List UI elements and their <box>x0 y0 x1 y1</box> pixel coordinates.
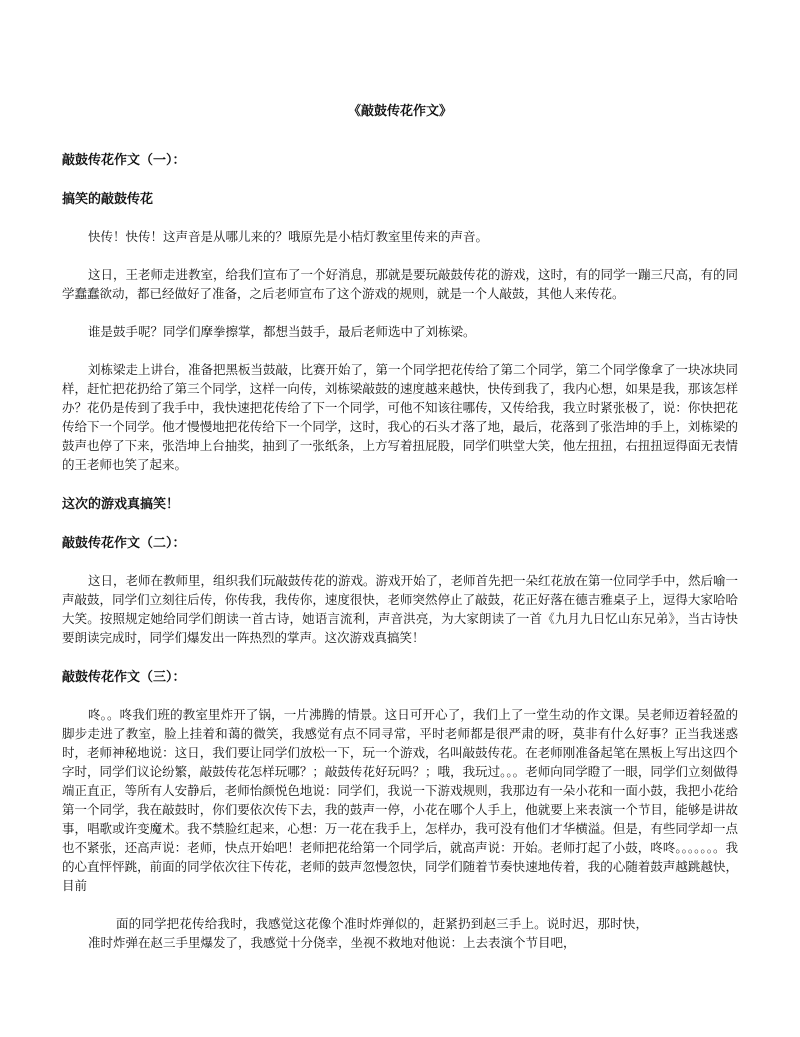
paragraph: 面的同学把花传给我时，我感觉这花像个准时炸弹似的，赶紧扔到赵三手上。说时迟，那时快，准时炸弹在赵三手里爆发了，我感觉十分侥幸，坐视不救地对他说：上去表演个节目吧， <box>88 916 648 950</box>
paragraph: 这日，老师在教师里，组织我们玩敲鼓传花的游戏。游戏开始了，老师首先把一朵红花放在第一位同学手中，然后喻一声敲鼓，同学们立刻往后传，你传我，我传你，速度很快，老师突然停止了敲鼓，花正好落在德吉雅桌子上，逗得大家哈哈大笑。按照规定她给同学们朗读一首古诗，她语言流利，声音洪亮，为大家朗读了一首《九月九日忆山东兄弟》，当古诗快要朗读完成时，同学们爆发出一阵热烈的掌声。这次游戏真搞笑！ <box>62 573 739 645</box>
essay-section-3 <box>62 666 738 952</box>
paragraph: 快传！快传！这声音是从哪儿来的？哦原先是小桔灯教室里传来的声音。 <box>88 229 489 244</box>
section-heading: 敲鼓传花作文（一）： <box>62 153 186 168</box>
paragraph: 咚。。咚我们班的教室里炸开了锅，一片沸腾的情景。这日可开心了，我们上了一堂生动的作文课。吴老师迈着轻盈的脚步走进了教室，脸上挂着和蔼的微笑，我感觉有点不同寻常，平时老师都是很严肃的呀，莫非有什么好事？正当我迷惑时，老师神秘地说：这日，我们要让同学们放松一下，玩一个游戏，名叫敲鼓传花。在老师刚准备起笔在黑板上写出这四个字时，同学们议论纷繁，敲鼓传花怎样玩哪？；敲鼓传花好玩吗？；哦，我玩过。。。老师向同学瞪了一眼，同学们立刻做得端正直正，等所有人安静后，老师怡颜悦色地说：同学们，我说一下游戏规则，我那边有一朵小花和一面小鼓，我把小花给第一个同学，我在敲鼓时，你们要依次传下去，我的鼓声一停，小花在哪个人手上，他就要上来表演一个节目，能够是讲故事，唱歌或许变魔术。我不禁脸红起来，心想：万一花在我手上，怎样办，我可没有他们才华横溢。但是，有些同学却一点也不紧张，还高声说：老师，快点开始吧！老师把花给第一个同学后，就高声说：开始。老师打起了小鼓，咚咚。。。。。。。我的心直怦怦跳，前面的同学依次往下传花，老师的鼓声忽慢忽快，同学们随着节奏快速地传着，我的心随着鼓声越跳越快，目前 <box>62 707 738 893</box>
essay-section-1 <box>62 149 738 512</box>
paragraph: 刘栋梁走上讲台，准备把黑板当鼓敲，比赛开始了，第一个同学把花传给了第二个同学，第二个同学像拿了一块冰块同样，赶忙把花扔给了第三个同学，这样一向传，刘栋梁敲鼓的速度越来越快，快传到我了，我内心想，如果是我，那该怎样办？花仍是传到了我手中，我快速把花传给了下一个同学，可他不知该往哪传，又传给我，我立时紧张极了，说：你快把花传给下一个同学。他才慢慢地把花传给下一个同学，这时，我心的石头才落了地，最后，花落到了张浩坤的手上，刘栋梁的鼓声也停了下来，张浩坤上台抽奖，抽到了一张纸条，上方写着扭屁股，同学们哄堂大笑，他左扭扭，右扭扭逗得面无表情的王老师也笑了起来。 <box>62 362 739 472</box>
document-title: 《敲鼓传花作文》 <box>347 104 452 119</box>
essay-section-2 <box>62 532 738 647</box>
paragraph: 这日，王老师走进教室，给我们宣布了一个好消息，那就是要玩敲鼓传花的游戏，这时，有的同学一蹦三尺高，有的同学蠢蠢欲动，都已经做好了准备，之后老师宣布了这个游戏的规则，就是一个人敲鼓，其他人来传花。 <box>62 267 739 301</box>
section-heading: 敲鼓传花作文（三）： <box>62 670 186 685</box>
section-subheading: 搞笑的敲鼓传花 <box>62 192 154 207</box>
paragraph: 谁是鼓手呢？同学们摩拳擦掌，都想当鼓手，最后老师选中了刘栋梁。 <box>88 324 476 339</box>
section-closing: 这次的游戏真搞笑！ <box>62 497 180 512</box>
section-heading: 敲鼓传花作文（二）： <box>62 536 186 551</box>
